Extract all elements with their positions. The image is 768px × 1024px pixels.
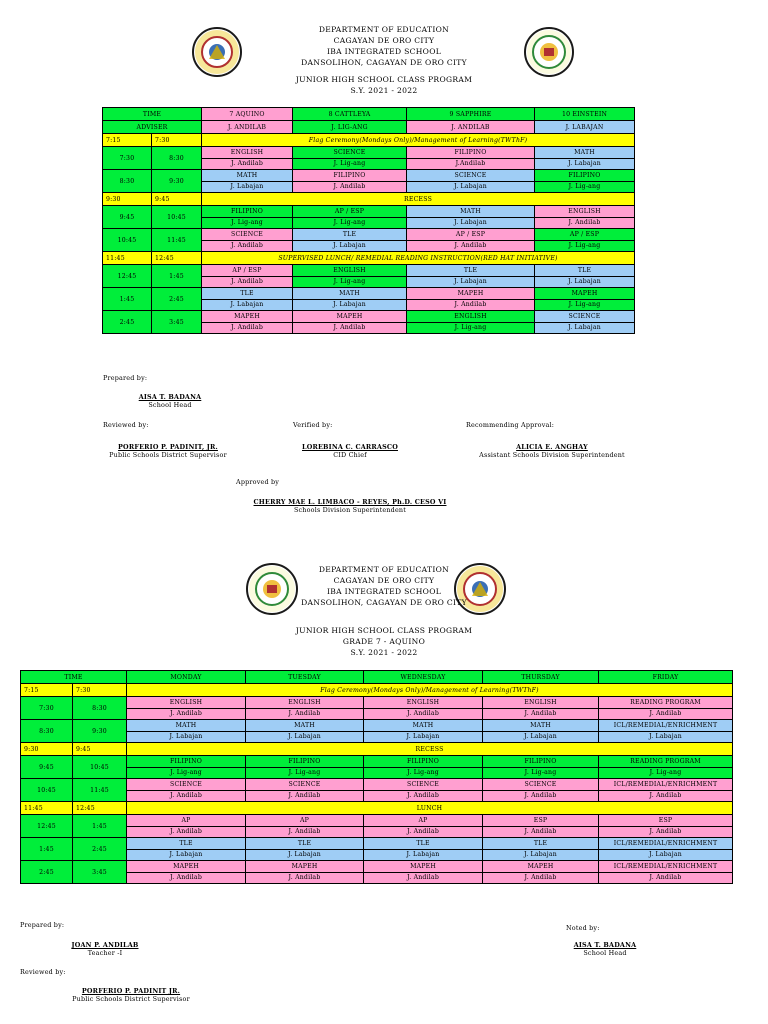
header-row [103,121,635,134]
teacher-cell: J. Andilab [127,826,246,838]
teacher-cell: J. Labajan [293,299,407,311]
flag-ceremony-text: Flag Ceremony(Mondays Only)/Management of Learning(TWThF) [202,134,635,147]
time-start: 9:30 [103,193,152,206]
subject-cell: TLE [127,838,246,850]
section-header: 10 EINSTEIN [535,108,635,121]
adviser-name: J. LABAJAN [535,121,635,134]
time-end: 2:45 [73,838,127,861]
teacher-cell: J. Lig-ang [293,276,407,288]
teacher-cell: J. Labajan [202,181,293,193]
teacher-cell: J. Andilab [364,872,483,884]
time-start: 11:45 [21,802,73,815]
table-row [103,147,635,159]
subject-cell: MAPEH [483,861,599,873]
teacher-cell: J. Andilab [483,708,599,720]
teacher-cell: J. Labajan [293,240,407,252]
subject-cell: ICL/REMEDIAL/ENRICHMENT [599,838,733,850]
teacher-cell: J. Labajan [535,322,635,334]
noted-by-title: School Head [583,949,627,957]
teacher-cell: J. Andilab [246,708,364,720]
prepared-by-label: Prepared by: [103,374,148,382]
verified-by-title: CID Chief [333,451,367,459]
prepared-by-label: Prepared by: [20,921,65,929]
teacher-cell: J. Andilab [407,299,535,311]
time-end: 7:30 [73,684,127,697]
teacher-cell: J. Andilab [202,240,293,252]
teacher-cell: J. Lig-ang [483,767,599,779]
teacher-cell: J. Andilab [599,826,733,838]
time-start: 2:45 [21,861,73,884]
recess-row [103,193,635,206]
teacher-cell: J. Lig-ang [293,217,407,229]
adviser-name: J. ANDILAB [202,121,293,134]
subject-cell: AP / ESP [293,206,407,218]
subject-cell: MAPEH [202,311,293,323]
time-start: 7:15 [103,134,152,147]
subject-cell: AP / ESP [535,229,635,241]
subject-cell: READING PROGRAM [599,697,733,709]
section-header: 7 AQUINO [202,108,293,121]
verified-by-block [290,443,410,459]
table-row [21,767,733,779]
top-program-title [0,74,768,96]
prepared-by-title: Teacher -I [87,949,123,957]
prepared-by-name: AISA T. BADANA [138,393,202,401]
subject-cell: TLE [483,838,599,850]
teacher-cell: J. Andilab [202,322,293,334]
day-header: WEDNESDAY [364,671,483,684]
subject-cell: MAPEH [293,311,407,323]
program-title: JUNIOR HIGH SCHOOL CLASS PROGRAM [295,75,473,84]
reviewed-by-block [56,987,206,1003]
time-end: 3:45 [152,311,202,334]
teacher-cell: J. Lig-ang [535,181,635,193]
prepared-by-block [50,941,160,957]
prepared-by-name: JOAN P. ANDILAB [71,941,139,949]
teacher-cell: J. Andilab [246,826,364,838]
time-end: 10:45 [73,756,127,779]
subject-cell: SCIENCE [535,311,635,323]
time-end: 1:45 [152,265,202,288]
time-start: 7:15 [21,684,73,697]
subject-cell: AP / ESP [202,265,293,277]
time-start: 2:45 [103,311,152,334]
teacher-cell: J. Labajan [407,181,535,193]
recommending-block [462,443,642,459]
table-row [21,861,733,873]
subject-cell: ICL/REMEDIAL/ENRICHMENT [599,779,733,791]
time-start: 7:30 [103,147,152,170]
teacher-cell: J. Andilab [483,826,599,838]
subject-cell: SCIENCE [202,229,293,241]
teacher-cell: J. Lig-ang [535,240,635,252]
prepared-by-block [120,393,220,409]
subject-cell: SCIENCE [364,779,483,791]
subject-cell: AP [246,815,364,827]
teacher-cell: J. Andilab [127,708,246,720]
subject-cell: TLE [202,288,293,300]
teacher-cell: J. Andilab [364,708,483,720]
teacher-cell: J. Labajan [364,849,483,861]
teacher-cell: J. Labajan [599,731,733,743]
table-row [21,697,733,709]
bottom-header [0,564,768,608]
teacher-cell: J. Labajan [483,731,599,743]
subject-cell: MAPEH [535,288,635,300]
header-row [21,671,733,684]
subject-cell: SCIENCE [127,779,246,791]
table-row [21,826,733,838]
teacher-cell: J. Andilab [364,790,483,802]
table-row [21,815,733,827]
verified-by-name: LOREBINA C. CARRASCO [302,443,398,451]
day-header: TUESDAY [246,671,364,684]
time-end: 9:30 [152,170,202,193]
time-end: 12:45 [152,252,202,265]
teacher-cell: J. Andilab [364,826,483,838]
reviewed-by-name: PORFERIO P. PADINIT, JR. [118,443,218,451]
time-end: 10:45 [152,206,202,229]
grade-section: GRADE 7 - AQUINO [342,637,426,646]
subject-cell: SCIENCE [246,779,364,791]
noted-by-name: AISA T. BADANA [573,941,637,949]
table-row [21,731,733,743]
teacher-cell: J. Labajan [407,217,535,229]
subject-cell: AP [127,815,246,827]
approved-by-title: Schools Division Superintendent [293,506,407,514]
subject-cell: ENGLISH [293,265,407,277]
subject-cell: ICL/REMEDIAL/ENRICHMENT [599,861,733,873]
teacher-cell: J. Andilab [293,181,407,193]
reviewed-by-title: Public Schools District Supervisor [109,451,227,459]
reviewed-by-label: Reviewed by: [20,968,66,976]
table-row [21,790,733,802]
subject-cell: MATH [364,720,483,732]
time-end: 11:45 [73,779,127,802]
subject-cell: ESP [483,815,599,827]
subject-cell: FILIPINO [364,756,483,768]
teacher-cell: J. Lig-ang [293,158,407,170]
subject-cell: MATH [202,170,293,182]
time-start: 9:30 [21,743,73,756]
teacher-cell: J. Lig-ang [246,767,364,779]
school-address: DANSOLIHON, CAGAYAN DE ORO CITY [301,598,467,607]
subject-cell: MATH [535,147,635,159]
subject-cell: FILIPINO [407,147,535,159]
subject-cell: ENGLISH [483,697,599,709]
subject-cell: ESP [599,815,733,827]
subject-cell: ENGLISH [407,311,535,323]
time-start: 1:45 [103,288,152,311]
subject-cell: FILIPINO [246,756,364,768]
approved-by-block [230,498,470,514]
teacher-cell: J. Lig-ang [202,217,293,229]
program-title: JUNIOR HIGH SCHOOL CLASS PROGRAM [295,626,473,635]
teacher-cell: J. Labajan [483,849,599,861]
subject-cell: ICL/REMEDIAL/ENRICHMENT [599,720,733,732]
subject-cell: ENGLISH [364,697,483,709]
day-header: FRIDAY [599,671,733,684]
table-row [21,708,733,720]
city-name: CAGAYAN DE ORO CITY [333,36,435,45]
reviewed-by-name: PORFERIO P. PADINIT JR. [81,987,181,995]
teacher-cell: J. Lig-ang [407,322,535,334]
table-row [21,849,733,861]
teacher-cell: J. Lig-ang [599,767,733,779]
teacher-cell: J. Andilab [127,872,246,884]
approved-by-label: Approved by [236,478,280,486]
teacher-cell: J. Labajan [535,158,635,170]
teacher-cell: J. Andilab [293,322,407,334]
teacher-cell: J. Andilab [599,790,733,802]
subject-cell: MATH [127,720,246,732]
teacher-cell: J. Andilab [483,872,599,884]
subject-cell: FILIPINO [202,206,293,218]
teacher-cell: J. Labajan [246,849,364,861]
subject-cell: READING PROGRAM [599,756,733,768]
table-row [103,311,635,323]
time-end: 9:30 [73,720,127,743]
teacher-cell: J. Andilab [535,217,635,229]
time-end: 3:45 [73,861,127,884]
teacher-cell: J. Andilab [202,158,293,170]
reviewed-by-label: Reviewed by: [103,421,149,429]
teacher-cell: J. Andilab [246,790,364,802]
teacher-cell: J. Labajan [599,849,733,861]
flag-ceremony-row [21,684,733,697]
time-end: 11:45 [152,229,202,252]
subject-cell: FILIPINO [293,170,407,182]
flag-ceremony-row [103,134,635,147]
subject-cell: TLE [407,265,535,277]
subject-cell: SCIENCE [407,170,535,182]
recommending-name: ALICIA E. ANGHAY [516,443,588,451]
time-start: 8:30 [103,170,152,193]
prepared-by-title: School Head [148,401,192,409]
table-row [103,229,635,241]
noted-by-label: Noted by: [566,924,600,932]
teacher-cell: J. Andilab [246,872,364,884]
subject-cell: MATH [293,288,407,300]
subject-cell: TLE [246,838,364,850]
lunch-text: LUNCH [127,802,733,815]
time-start: 12:45 [21,815,73,838]
header-row [103,108,635,121]
table-row [21,720,733,732]
top-header [0,24,768,68]
city-name: CAGAYAN DE ORO CITY [333,576,435,585]
subject-cell: TLE [535,265,635,277]
noted-by-block [560,941,650,957]
time-end: 9:45 [152,193,202,206]
time-end: 8:30 [73,697,127,720]
teacher-cell: J. Labajan [535,276,635,288]
time-start: 10:45 [21,779,73,802]
time-end: 8:30 [152,147,202,170]
time-end: 7:30 [152,134,202,147]
subject-cell: TLE [364,838,483,850]
adviser-name: J. ANDILAB [407,121,535,134]
teacher-cell: J. Lig-ang [127,767,246,779]
reviewed-by-title: Public Schools District Supervisor [72,995,190,1003]
time-start: 12:45 [103,265,152,288]
table-row [103,170,635,182]
teacher-cell: J. Labajan [202,299,293,311]
school-name: IBA INTEGRATED SCHOOL [326,47,442,56]
time-header: TIME [103,108,202,121]
section-header: 9 SAPPHIRE [407,108,535,121]
adviser-name: J. LIG-ANG [293,121,407,134]
table-row [103,288,635,300]
teacher-cell: J. Andilab [407,240,535,252]
day-header: THURSDAY [483,671,599,684]
subject-cell: ENGLISH [127,697,246,709]
teacher-cell: J.Andilab [407,158,535,170]
subject-cell: MATH [483,720,599,732]
lunch-text: SUPERVISED LUNCH/ REMEDIAL READING INSTRUCTION(RED HAT INITIATIVE) [202,252,635,265]
table-row [21,756,733,768]
teacher-cell: J. Labajan [246,731,364,743]
school-year: S.Y. 2021 - 2022 [350,86,418,95]
lunch-row [21,802,733,815]
subject-cell: FILIPINO [127,756,246,768]
recommending-label: Recommending Approval: [466,421,555,429]
recess-text: RECESS [127,743,733,756]
subject-cell: MATH [407,206,535,218]
teacher-cell: J. Labajan [127,731,246,743]
table-row [103,206,635,218]
teacher-cell: J. Lig-ang [364,767,483,779]
teacher-cell: J. Andilab [599,708,733,720]
recess-row [21,743,733,756]
time-start: 10:45 [103,229,152,252]
subject-cell: TLE [293,229,407,241]
subject-cell: FILIPINO [535,170,635,182]
subject-cell: MAPEH [407,288,535,300]
table-row [103,265,635,277]
dept-name: DEPARTMENT OF EDUCATION [318,565,450,574]
subject-cell: MAPEH [246,861,364,873]
reviewed-by-block [100,443,236,459]
teacher-cell: J. Andilab [483,790,599,802]
adviser-label: ADVISER [103,121,202,134]
subject-cell: AP [364,815,483,827]
approved-by-name: CHERRY MAE L. LIMBACO - REYES, Ph.D. CESO VI [253,498,447,506]
time-start: 7:30 [21,697,73,720]
teacher-cell: J. Lig-ang [535,299,635,311]
bottom-schedule-table [20,670,733,884]
teacher-cell: J. Labajan [407,276,535,288]
bottom-program-title [0,625,768,658]
dept-name: DEPARTMENT OF EDUCATION [318,25,450,34]
teacher-cell: J. Andilab [599,872,733,884]
subject-cell: AP / ESP [407,229,535,241]
time-start: 9:45 [103,206,152,229]
flag-ceremony-text: Flag Ceremony(Mondays Only)/Management of Learning(TWThF) [127,684,733,697]
recommending-title: Assistant Schools Division Superintendent [479,451,625,459]
teacher-cell: J. Andilab [202,276,293,288]
teacher-cell: J. Labajan [364,731,483,743]
subject-cell: ENGLISH [202,147,293,159]
time-start: 11:45 [103,252,152,265]
day-header: MONDAY [127,671,246,684]
top-schedule-table [102,107,635,334]
time-end: 2:45 [152,288,202,311]
subject-cell: ENGLISH [246,697,364,709]
subject-cell: MATH [246,720,364,732]
time-start: 8:30 [21,720,73,743]
subject-cell: MAPEH [364,861,483,873]
time-header: TIME [21,671,127,684]
verified-by-label: Verified by: [293,421,333,429]
school-year: S.Y. 2021 - 2022 [350,648,418,657]
time-start: 1:45 [21,838,73,861]
table-row [21,838,733,850]
lunch-row [103,252,635,265]
teacher-cell: J. Andilab [127,790,246,802]
subject-cell: SCIENCE [483,779,599,791]
section-header: 8 CATTLEYA [293,108,407,121]
teacher-cell: J. Labajan [127,849,246,861]
subject-cell: ENGLISH [535,206,635,218]
recess-text: RECESS [202,193,635,206]
school-name: IBA INTEGRATED SCHOOL [326,587,442,596]
time-end: 1:45 [73,815,127,838]
school-address: DANSOLIHON, CAGAYAN DE ORO CITY [301,58,467,67]
time-start: 9:45 [21,756,73,779]
table-row [21,872,733,884]
time-end: 9:45 [73,743,127,756]
table-row [21,779,733,791]
subject-cell: FILIPINO [483,756,599,768]
time-end: 12:45 [73,802,127,815]
subject-cell: MAPEH [127,861,246,873]
subject-cell: SCIENCE [293,147,407,159]
